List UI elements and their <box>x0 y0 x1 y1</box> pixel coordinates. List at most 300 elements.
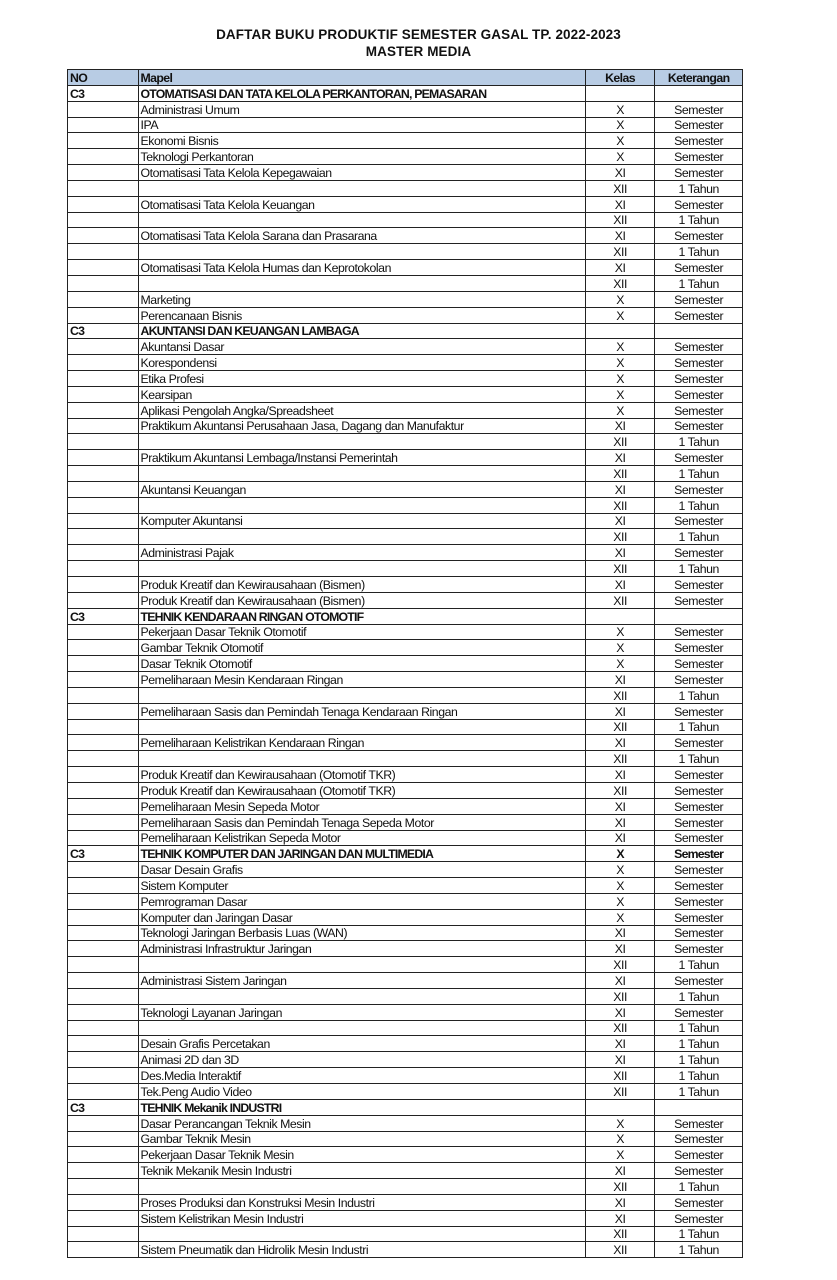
cell-keterangan: Semester <box>655 672 743 688</box>
cell-no <box>68 212 139 228</box>
table-row <box>68 1036 743 1052</box>
table-row <box>68 782 743 798</box>
cell-no <box>68 149 139 165</box>
cell-no <box>68 371 139 387</box>
cell-mapel: Des.Media Interaktif <box>138 1068 585 1084</box>
cell-keterangan: 1 Tahun <box>655 1020 743 1036</box>
cell-mapel: Teknologi Layanan Jaringan <box>138 1004 585 1020</box>
cell-mapel: Korespondensi <box>138 355 585 371</box>
cell-kelas: XII <box>585 497 655 513</box>
table-row <box>68 1084 743 1100</box>
cell-keterangan: 1 Tahun <box>655 244 743 260</box>
cell-keterangan: Semester <box>655 307 743 323</box>
cell-kelas: X <box>585 386 655 402</box>
cell-keterangan: 1 Tahun <box>655 1052 743 1068</box>
cell-kelas: X <box>585 878 655 894</box>
table-row <box>68 196 743 212</box>
cell-no <box>68 988 139 1004</box>
table-row <box>68 988 743 1004</box>
table-row <box>68 1147 743 1163</box>
cell-kelas: X <box>585 101 655 117</box>
table-row <box>68 545 743 561</box>
cell-no <box>68 1084 139 1100</box>
table-row <box>68 672 743 688</box>
cell-no <box>68 450 139 466</box>
cell-mapel <box>138 1179 585 1195</box>
cell-no <box>68 735 139 751</box>
cell-no <box>68 434 139 450</box>
cell-mapel <box>138 466 585 482</box>
cell-kelas: X <box>585 371 655 387</box>
cell-kelas: XII <box>585 275 655 291</box>
cell-mapel: Pemeliharaan Mesin Sepeda Motor <box>138 798 585 814</box>
cell-no <box>68 1147 139 1163</box>
cell-kelas: XII <box>585 1068 655 1084</box>
cell-keterangan: Semester <box>655 418 743 434</box>
table-row <box>68 1131 743 1147</box>
table-row <box>68 1242 743 1258</box>
cell-no <box>68 1068 139 1084</box>
cell-keterangan: 1 Tahun <box>655 1242 743 1258</box>
cell-keterangan: 1 Tahun <box>655 988 743 1004</box>
cell-kelas: XII <box>585 1242 655 1258</box>
cell-keterangan: 1 Tahun <box>655 1226 743 1242</box>
cell-no: C3 <box>68 323 139 339</box>
cell-keterangan: Semester <box>655 149 743 165</box>
cell-kelas: X <box>585 307 655 323</box>
table-row <box>68 1115 743 1131</box>
cell-no <box>68 275 139 291</box>
cell-no: C3 <box>68 846 139 862</box>
table-row <box>68 1194 743 1210</box>
cell-mapel <box>138 1226 585 1242</box>
cell-no <box>68 101 139 117</box>
cell-kelas: XI <box>585 830 655 846</box>
table-row <box>68 275 743 291</box>
cell-kelas: XII <box>585 529 655 545</box>
cell-no <box>68 640 139 656</box>
table-row <box>68 798 743 814</box>
cell-mapel: Produk Kreatif dan Kewirausahaan (Bismen) <box>138 577 585 593</box>
cell-keterangan: 1 Tahun <box>655 561 743 577</box>
cell-kelas: XII <box>585 1084 655 1100</box>
cell-keterangan: 1 Tahun <box>655 497 743 513</box>
cell-no <box>68 291 139 307</box>
table-row <box>68 101 743 117</box>
cell-mapel <box>138 275 585 291</box>
cell-keterangan: 1 Tahun <box>655 1084 743 1100</box>
table-row <box>68 418 743 434</box>
cell-mapel: Pekerjaan Dasar Teknik Otomotif <box>138 624 585 640</box>
table-row <box>68 481 743 497</box>
cell-keterangan: 1 Tahun <box>655 180 743 196</box>
cell-mapel: Otomatisasi Tata Kelola Kepegawaian <box>138 165 585 181</box>
cell-keterangan: 1 Tahun <box>655 1036 743 1052</box>
cell-mapel <box>138 561 585 577</box>
cell-mapel: Dasar Perancangan Teknik Mesin <box>138 1115 585 1131</box>
cell-kelas: XI <box>585 973 655 989</box>
cell-keterangan: Semester <box>655 1147 743 1163</box>
cell-keterangan: Semester <box>655 1210 743 1226</box>
cell-no <box>68 719 139 735</box>
table-row <box>68 656 743 672</box>
cell-mapel: Komputer dan Jaringan Dasar <box>138 909 585 925</box>
table-row <box>68 117 743 133</box>
table-header-row <box>68 70 743 86</box>
cell-mapel: Teknologi Perkantoran <box>138 149 585 165</box>
document-subtitle: MASTER MEDIA <box>365 44 472 59</box>
cell-kelas: XI <box>585 1210 655 1226</box>
cell-mapel: Otomatisasi Tata Kelola Humas dan Keprotokolan <box>138 260 585 276</box>
table-row <box>68 339 743 355</box>
cell-keterangan: Semester <box>655 196 743 212</box>
table-row <box>68 1052 743 1068</box>
cell-no <box>68 703 139 719</box>
cell-kelas: XII <box>585 466 655 482</box>
cell-keterangan: 1 Tahun <box>655 466 743 482</box>
table-row <box>68 244 743 260</box>
table-row <box>68 497 743 513</box>
cell-mapel <box>138 180 585 196</box>
cell-kelas: XII <box>585 782 655 798</box>
cell-kelas <box>585 1099 655 1115</box>
cell-kelas: XI <box>585 165 655 181</box>
cell-kelas: XI <box>585 1052 655 1068</box>
table-row <box>68 719 743 735</box>
cell-mapel <box>138 244 585 260</box>
cell-mapel: Dasar Desain Grafis <box>138 862 585 878</box>
cell-no <box>68 339 139 355</box>
cell-no: C3 <box>68 85 139 101</box>
table-row <box>68 1226 743 1242</box>
cell-mapel: Sistem Kelistrikan Mesin Industri <box>138 1210 585 1226</box>
cell-keterangan: Semester <box>655 624 743 640</box>
table-row <box>68 957 743 973</box>
cell-keterangan: 1 Tahun <box>655 719 743 735</box>
cell-no <box>68 687 139 703</box>
table-row <box>68 212 743 228</box>
cell-kelas: XI <box>585 703 655 719</box>
cell-kelas: X <box>585 1131 655 1147</box>
cell-kelas: XI <box>585 450 655 466</box>
cell-no <box>68 577 139 593</box>
cell-mapel: Desain Grafis Percetakan <box>138 1036 585 1052</box>
cell-mapel <box>138 529 585 545</box>
cell-mapel: Pemrograman Dasar <box>138 893 585 909</box>
cell-no <box>68 529 139 545</box>
section-row <box>68 846 743 862</box>
cell-kelas: XII <box>585 988 655 1004</box>
cell-no <box>68 1194 139 1210</box>
cell-mapel: Praktikum Akuntansi Perusahaan Jasa, Dagang dan Manufaktur <box>138 418 585 434</box>
cell-kelas: XII <box>585 592 655 608</box>
cell-kelas: XII <box>585 957 655 973</box>
section-row <box>68 323 743 339</box>
table-row <box>68 133 743 149</box>
cell-keterangan: Semester <box>655 402 743 418</box>
table-row <box>68 973 743 989</box>
cell-keterangan <box>655 85 743 101</box>
cell-no <box>68 1242 139 1258</box>
cell-keterangan: Semester <box>655 513 743 529</box>
cell-keterangan: Semester <box>655 117 743 133</box>
cell-no <box>68 1004 139 1020</box>
cell-kelas: XI <box>585 814 655 830</box>
cell-mapel: Sistem Pneumatik dan Hidrolik Mesin Industri <box>138 1242 585 1258</box>
cell-no <box>68 782 139 798</box>
cell-keterangan: Semester <box>655 228 743 244</box>
cell-mapel: Proses Produksi dan Konstruksi Mesin Industri <box>138 1194 585 1210</box>
cell-keterangan: Semester <box>655 450 743 466</box>
cell-no <box>68 1036 139 1052</box>
cell-mapel: Administrasi Umum <box>138 101 585 117</box>
table-row <box>68 830 743 846</box>
cell-no <box>68 481 139 497</box>
cell-kelas: XI <box>585 735 655 751</box>
table-row <box>68 735 743 751</box>
table-row <box>68 180 743 196</box>
cell-kelas: XII <box>585 561 655 577</box>
cell-no <box>68 355 139 371</box>
cell-no <box>68 1052 139 1068</box>
cell-no <box>68 466 139 482</box>
cell-no <box>68 909 139 925</box>
table-row <box>68 260 743 276</box>
cell-no <box>68 1163 139 1179</box>
cell-kelas: XII <box>585 212 655 228</box>
table-row <box>68 291 743 307</box>
cell-mapel: Akuntansi Dasar <box>138 339 585 355</box>
cell-keterangan: Semester <box>655 355 743 371</box>
cell-no <box>68 1131 139 1147</box>
cell-keterangan: Semester <box>655 371 743 387</box>
cell-kelas: XI <box>585 577 655 593</box>
cell-mapel: Kearsipan <box>138 386 585 402</box>
cell-kelas: X <box>585 149 655 165</box>
table-row <box>68 878 743 894</box>
cell-mapel: Produk Kreatif dan Kewirausahaan (Otomotif TKR) <box>138 782 585 798</box>
cell-kelas: XI <box>585 481 655 497</box>
cell-kelas: XI <box>585 1004 655 1020</box>
cell-kelas: X <box>585 291 655 307</box>
cell-no <box>68 957 139 973</box>
cell-kelas: X <box>585 117 655 133</box>
cell-keterangan <box>655 608 743 624</box>
cell-kelas <box>585 85 655 101</box>
cell-keterangan: Semester <box>655 862 743 878</box>
cell-keterangan: Semester <box>655 260 743 276</box>
cell-no <box>68 117 139 133</box>
table-row <box>68 149 743 165</box>
cell-no <box>68 513 139 529</box>
cell-mapel <box>138 212 585 228</box>
cell-keterangan: Semester <box>655 291 743 307</box>
cell-kelas: XI <box>585 418 655 434</box>
table-row <box>68 1210 743 1226</box>
cell-kelas: XI <box>585 228 655 244</box>
cell-kelas: X <box>585 640 655 656</box>
cell-kelas: XI <box>585 925 655 941</box>
cell-kelas: XII <box>585 1179 655 1195</box>
cell-keterangan: Semester <box>655 878 743 894</box>
cell-no <box>68 1179 139 1195</box>
cell-keterangan: Semester <box>655 782 743 798</box>
table-row <box>68 513 743 529</box>
table-row <box>68 165 743 181</box>
cell-no <box>68 497 139 513</box>
table-row <box>68 909 743 925</box>
cell-keterangan: Semester <box>655 767 743 783</box>
cell-no <box>68 1226 139 1242</box>
cell-kelas: XI <box>585 196 655 212</box>
cell-keterangan: Semester <box>655 909 743 925</box>
cell-keterangan: 1 Tahun <box>655 275 743 291</box>
cell-mapel: Gambar Teknik Mesin <box>138 1131 585 1147</box>
cell-keterangan: Semester <box>655 339 743 355</box>
table-row <box>68 228 743 244</box>
table-row <box>68 767 743 783</box>
section-row <box>68 1099 743 1115</box>
cell-no <box>68 418 139 434</box>
column-header-mapel: Mapel <box>138 70 585 86</box>
cell-keterangan: 1 Tahun <box>655 212 743 228</box>
cell-kelas: X <box>585 862 655 878</box>
table-row <box>68 577 743 593</box>
cell-no <box>68 165 139 181</box>
cell-no <box>68 196 139 212</box>
cell-mapel <box>138 687 585 703</box>
cell-mapel <box>138 751 585 767</box>
cell-no <box>68 244 139 260</box>
cell-kelas: X <box>585 624 655 640</box>
cell-kelas: X <box>585 893 655 909</box>
cell-keterangan: Semester <box>655 893 743 909</box>
cell-keterangan: Semester <box>655 545 743 561</box>
cell-mapel: Marketing <box>138 291 585 307</box>
cell-keterangan: Semester <box>655 1115 743 1131</box>
cell-mapel: Teknologi Jaringan Berbasis Luas (WAN) <box>138 925 585 941</box>
cell-no <box>68 180 139 196</box>
table-row <box>68 434 743 450</box>
cell-mapel: Sistem Komputer <box>138 878 585 894</box>
cell-no <box>68 133 139 149</box>
column-header-no: NO <box>68 70 139 86</box>
cell-no <box>68 592 139 608</box>
cell-keterangan: 1 Tahun <box>655 1179 743 1195</box>
table-row <box>68 862 743 878</box>
cell-mapel: Komputer Akuntansi <box>138 513 585 529</box>
cell-keterangan: Semester <box>655 814 743 830</box>
cell-mapel <box>138 988 585 1004</box>
table-row <box>68 703 743 719</box>
cell-kelas: XI <box>585 260 655 276</box>
cell-no <box>68 862 139 878</box>
cell-no <box>68 814 139 830</box>
cell-kelas: XII <box>585 751 655 767</box>
cell-no <box>68 545 139 561</box>
cell-mapel <box>138 434 585 450</box>
cell-kelas: X <box>585 846 655 862</box>
cell-keterangan: Semester <box>655 973 743 989</box>
cell-no <box>68 878 139 894</box>
cell-keterangan: Semester <box>655 798 743 814</box>
cell-keterangan <box>655 323 743 339</box>
cell-mapel: TEHNIK KOMPUTER DAN JARINGAN DAN MULTIMEDIA <box>138 846 585 862</box>
cell-kelas: X <box>585 355 655 371</box>
cell-keterangan: 1 Tahun <box>655 434 743 450</box>
cell-no <box>68 973 139 989</box>
cell-no <box>68 386 139 402</box>
cell-no <box>68 1210 139 1226</box>
cell-mapel: Produk Kreatif dan Kewirausahaan (Bismen) <box>138 592 585 608</box>
cell-mapel: Pekerjaan Dasar Teknik Mesin <box>138 1147 585 1163</box>
table-row <box>68 1163 743 1179</box>
cell-keterangan: Semester <box>655 830 743 846</box>
cell-keterangan: Semester <box>655 133 743 149</box>
column-header-kelas: Kelas <box>585 70 655 86</box>
cell-mapel: TEHNIK Mekanik INDUSTRI <box>138 1099 585 1115</box>
cell-mapel: IPA <box>138 117 585 133</box>
cell-mapel: Ekonomi Bisnis <box>138 133 585 149</box>
cell-no <box>68 402 139 418</box>
cell-no <box>68 228 139 244</box>
cell-no <box>68 260 139 276</box>
cell-mapel: Produk Kreatif dan Kewirausahaan (Otomotif TKR) <box>138 767 585 783</box>
cell-mapel: Administrasi Infrastruktur Jaringan <box>138 941 585 957</box>
table-row <box>68 1179 743 1195</box>
cell-mapel: Aplikasi Pengolah Angka/Spreadsheet <box>138 402 585 418</box>
cell-kelas: X <box>585 402 655 418</box>
cell-mapel: Pemeliharaan Kelistrikan Kendaraan Ringan <box>138 735 585 751</box>
table-row <box>68 1068 743 1084</box>
cell-keterangan: Semester <box>655 925 743 941</box>
cell-mapel: Teknik Mekanik Mesin Industri <box>138 1163 585 1179</box>
cell-kelas: XI <box>585 513 655 529</box>
cell-mapel: Gambar Teknik Otomotif <box>138 640 585 656</box>
cell-kelas: XI <box>585 941 655 957</box>
cell-keterangan: Semester <box>655 941 743 957</box>
cell-keterangan: Semester <box>655 846 743 862</box>
cell-kelas: X <box>585 1115 655 1131</box>
cell-mapel: Pemeliharaan Kelistrikan Sepeda Motor <box>138 830 585 846</box>
table-row <box>68 355 743 371</box>
cell-kelas: XII <box>585 1226 655 1242</box>
cell-keterangan: 1 Tahun <box>655 529 743 545</box>
cell-kelas: XI <box>585 1163 655 1179</box>
cell-mapel: Dasar Teknik Otomotif <box>138 656 585 672</box>
cell-no: C3 <box>68 1099 139 1115</box>
cell-kelas: X <box>585 339 655 355</box>
cell-mapel: Tek.Peng Audio Video <box>138 1084 585 1100</box>
cell-keterangan: Semester <box>655 481 743 497</box>
table-row <box>68 450 743 466</box>
cell-kelas: X <box>585 656 655 672</box>
cell-mapel <box>138 719 585 735</box>
cell-no <box>68 751 139 767</box>
cell-keterangan: 1 Tahun <box>655 687 743 703</box>
cell-kelas: X <box>585 1147 655 1163</box>
table-row <box>68 640 743 656</box>
section-row <box>68 608 743 624</box>
cell-keterangan: Semester <box>655 386 743 402</box>
cell-kelas: XI <box>585 767 655 783</box>
cell-no <box>68 767 139 783</box>
cell-keterangan: Semester <box>655 703 743 719</box>
cell-no <box>68 1115 139 1131</box>
cell-no <box>68 925 139 941</box>
cell-keterangan: Semester <box>655 1163 743 1179</box>
cell-keterangan: Semester <box>655 577 743 593</box>
